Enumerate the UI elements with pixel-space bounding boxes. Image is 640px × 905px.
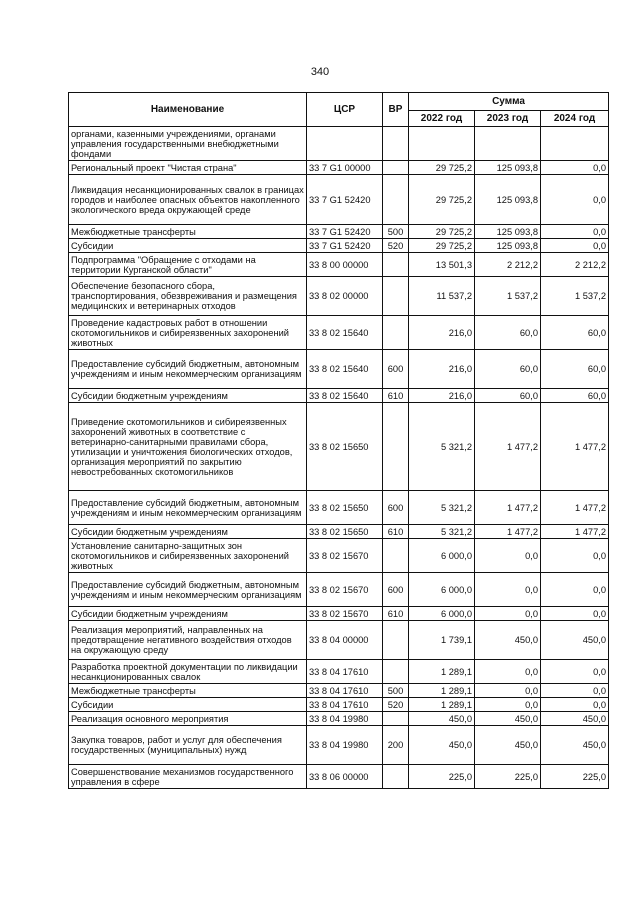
row-value-2023: 60,0 [475,350,541,389]
row-vr [383,712,409,726]
row-value-2024: 0,0 [541,539,609,573]
row-value-2024: 0,0 [541,573,609,607]
row-vr [383,765,409,789]
table-row [69,539,609,573]
table-row [69,161,609,175]
row-csr: 33 8 02 15650 [307,525,383,539]
row-value-2024: 225,0 [541,765,609,789]
row-value-2022: 5 321,2 [409,403,475,491]
row-value-2022: 1 289,1 [409,684,475,698]
header-year-2023: 2023 год [475,111,541,127]
row-value-2022: 5 321,2 [409,491,475,525]
header-year-2022: 2022 год [409,111,475,127]
row-name: Субсидии [69,698,307,712]
row-value-2022: 6 000,0 [409,573,475,607]
row-value-2024: 1 477,2 [541,491,609,525]
row-value-2024: 1 537,2 [541,277,609,316]
row-value-2024: 1 477,2 [541,403,609,491]
row-vr [383,161,409,175]
row-name: Межбюджетные трансферты [69,684,307,698]
row-csr: 33 8 02 15650 [307,403,383,491]
row-name: Субсидии бюджетным учреждениям [69,525,307,539]
table-body [69,127,609,789]
row-value-2022: 1 289,1 [409,660,475,684]
table-row [69,403,609,491]
row-value-2024: 450,0 [541,712,609,726]
row-csr: 33 8 04 00000 [307,621,383,660]
row-name: Проведение кадастровых работ в отношении скотомогильников и сибиреязвенных захоронений животных [69,316,307,350]
row-vr: 610 [383,389,409,403]
row-name: Совершенствование механизмов государственного управления в сфере [69,765,307,789]
row-name: Субсидии бюджетным учреждениям [69,389,307,403]
row-value-2022: 13 501,3 [409,253,475,277]
row-value-2022: 5 321,2 [409,525,475,539]
table-row [69,127,609,161]
table-row [69,175,609,225]
row-csr: 33 8 02 15670 [307,539,383,573]
table-row [69,607,609,621]
table-row [69,491,609,525]
row-value-2022: 216,0 [409,350,475,389]
row-csr: 33 7 G1 52420 [307,239,383,253]
page-number: 340 [310,66,330,78]
row-csr [307,127,383,161]
budget-table [68,92,609,789]
row-value-2023: 1 477,2 [475,491,541,525]
row-csr: 33 8 02 15640 [307,316,383,350]
table-row [69,660,609,684]
row-value-2023: 1 477,2 [475,403,541,491]
row-csr: 33 8 06 00000 [307,765,383,789]
row-csr: 33 8 02 15650 [307,491,383,525]
header-csr: ЦСР [307,93,383,127]
row-value-2022: 6 000,0 [409,607,475,621]
header-year-2024: 2024 год [541,111,609,127]
row-value-2024: 0,0 [541,698,609,712]
row-name: Межбюджетные трансферты [69,225,307,239]
row-value-2024: 0,0 [541,225,609,239]
row-csr: 33 7 G1 52420 [307,225,383,239]
row-csr: 33 8 02 00000 [307,277,383,316]
row-csr: 33 8 02 15640 [307,389,383,403]
row-value-2022: 11 537,2 [409,277,475,316]
table-row [69,684,609,698]
row-vr [383,175,409,225]
table-row [69,726,609,765]
row-value-2023: 225,0 [475,765,541,789]
row-value-2023: 1 537,2 [475,277,541,316]
table-row [69,277,609,316]
row-vr [383,403,409,491]
row-csr: 33 8 02 15640 [307,350,383,389]
row-value-2022: 450,0 [409,726,475,765]
row-name: Ликвидация несанкционированных свалок в границах городов и наиболее опасных объектов накопленного экологического вреда окружающей среде [69,175,307,225]
row-value-2023: 450,0 [475,726,541,765]
row-vr [383,621,409,660]
row-name: Установление санитарно-защитных зон скотомогильников и сибиреязвенных захоронений животных [69,539,307,573]
row-value-2024: 1 477,2 [541,525,609,539]
table-row [69,239,609,253]
row-value-2024: 60,0 [541,350,609,389]
row-name: Приведение скотомогильников и сибиреязвенных захоронений животных в соответствие с ветеринарно-санитарными правилами сбора, утилизации и уничтожения биологических отходов, организация мероприятий по закрытию невостребованных скотомогильников [69,403,307,491]
row-value-2024: 0,0 [541,684,609,698]
table-row [69,253,609,277]
row-value-2023: 0,0 [475,660,541,684]
row-value-2022: 450,0 [409,712,475,726]
row-value-2024: 0,0 [541,660,609,684]
row-value-2024: 0,0 [541,607,609,621]
table-row [69,525,609,539]
row-value-2022: 6 000,0 [409,539,475,573]
row-value-2022: 225,0 [409,765,475,789]
row-value-2022: 1 739,1 [409,621,475,660]
row-value-2023: 0,0 [475,539,541,573]
table-row [69,573,609,607]
table-row [69,698,609,712]
row-value-2023: 60,0 [475,316,541,350]
row-csr: 33 8 04 17610 [307,684,383,698]
row-name: Закупка товаров, работ и услуг для обеспечения государственных (муниципальных) нужд [69,726,307,765]
table-row [69,389,609,403]
row-value-2023: 125 093,8 [475,239,541,253]
row-value-2023: 450,0 [475,712,541,726]
row-value-2023: 1 477,2 [475,525,541,539]
row-vr: 520 [383,239,409,253]
row-value-2024 [541,127,609,161]
row-value-2024: 60,0 [541,316,609,350]
row-value-2024: 450,0 [541,726,609,765]
row-csr: 33 8 02 15670 [307,573,383,607]
table-row [69,621,609,660]
row-vr [383,127,409,161]
row-name: Реализация мероприятий, направленных на предотвращение негативного воздействия отходов на окружающую среду [69,621,307,660]
row-name: Предоставление субсидий бюджетным, автономным учреждениям и иным некоммерческим организациям [69,350,307,389]
row-name: Разработка проектной документации по ликвидации несанкционированных свалок [69,660,307,684]
row-value-2023: 0,0 [475,607,541,621]
row-vr: 610 [383,525,409,539]
row-value-2023: 450,0 [475,621,541,660]
row-csr: 33 8 04 19980 [307,726,383,765]
row-value-2023: 2 212,2 [475,253,541,277]
row-vr: 520 [383,698,409,712]
table-row [69,765,609,789]
row-name: Предоставление субсидий бюджетным, автономным учреждениям и иным некоммерческим организациям [69,491,307,525]
header-name: Наименование [69,93,307,127]
row-vr [383,253,409,277]
row-value-2022: 29 725,2 [409,175,475,225]
row-value-2023: 125 093,8 [475,175,541,225]
row-csr: 33 8 04 17610 [307,660,383,684]
row-value-2023: 0,0 [475,684,541,698]
table-row [69,225,609,239]
row-value-2022: 29 725,2 [409,161,475,175]
row-name: Субсидии [69,239,307,253]
row-value-2023: 0,0 [475,698,541,712]
row-value-2024: 0,0 [541,175,609,225]
row-value-2022: 216,0 [409,316,475,350]
row-vr: 600 [383,573,409,607]
table-row [69,712,609,726]
table-row [69,350,609,389]
row-vr [383,316,409,350]
row-csr: 33 8 04 19980 [307,712,383,726]
row-value-2022 [409,127,475,161]
row-name: Подпрограмма "Обращение с отходами на территории Курганской области" [69,253,307,277]
row-value-2022: 216,0 [409,389,475,403]
row-name: Региональный проект "Чистая страна" [69,161,307,175]
row-value-2022: 29 725,2 [409,239,475,253]
row-value-2024: 2 212,2 [541,253,609,277]
row-name: органами, казенными учреждениями, органами управления государственными внебюджетными фондами [69,127,307,161]
row-vr [383,539,409,573]
row-vr: 600 [383,350,409,389]
row-value-2024: 0,0 [541,239,609,253]
row-value-2023: 125 093,8 [475,225,541,239]
row-name: Реализация основного мероприятия [69,712,307,726]
row-vr: 600 [383,491,409,525]
row-name: Предоставление субсидий бюджетным, автономным учреждениям и иным некоммерческим организациям [69,573,307,607]
row-value-2023: 60,0 [475,389,541,403]
row-csr: 33 8 02 15670 [307,607,383,621]
row-vr [383,277,409,316]
row-vr [383,660,409,684]
row-vr: 500 [383,225,409,239]
row-vr: 610 [383,607,409,621]
row-value-2023 [475,127,541,161]
row-csr: 33 7 G1 52420 [307,175,383,225]
row-vr: 500 [383,684,409,698]
row-value-2022: 29 725,2 [409,225,475,239]
row-value-2022: 1 289,1 [409,698,475,712]
row-value-2023: 0,0 [475,573,541,607]
row-csr: 33 7 G1 00000 [307,161,383,175]
row-csr: 33 8 04 17610 [307,698,383,712]
row-value-2024: 450,0 [541,621,609,660]
row-value-2024: 0,0 [541,161,609,175]
row-name: Субсидии бюджетным учреждениям [69,607,307,621]
row-name: Обеспечение безопасного сбора, транспортирования, обезвреживания и размещения медицинских и ветеринарных отходов [69,277,307,316]
row-value-2023: 125 093,8 [475,161,541,175]
row-csr: 33 8 00 00000 [307,253,383,277]
header-sum: Сумма [409,93,609,111]
table-row [69,316,609,350]
row-vr: 200 [383,726,409,765]
header-vr: ВР [383,93,409,127]
row-value-2024: 60,0 [541,389,609,403]
